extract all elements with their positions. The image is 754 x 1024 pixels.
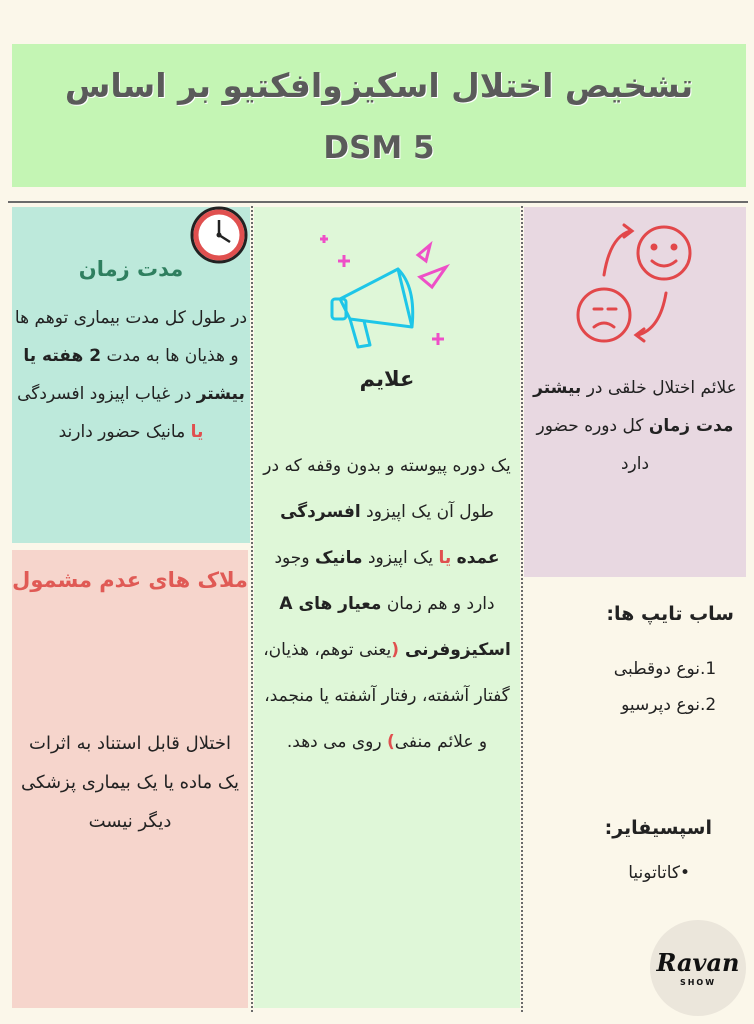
mood-swing-icon (572, 217, 702, 347)
divider (251, 206, 253, 1012)
mood-text: علائم اختلال خلقی در بیشتر مدت زمان کل دوره حضور دارد (533, 378, 737, 474)
megaphone-icon (320, 227, 460, 357)
title-banner (12, 44, 746, 187)
page-subtitle: DSM 5 (323, 130, 435, 166)
divider (521, 206, 523, 1012)
duration-text: در طول کل مدت بیماری توهم ها و هذیان ها به مدت 2 هفته یا بیشتر در غیاب اپیزود افسردگی یا مانیک حضور دارند (14, 308, 248, 442)
brand-logo: Ravan SHOW (650, 920, 746, 1016)
exclusion-text: اختلال قابل استناد به اثرات یک ماده یا یک بیماری پزشکی دیگر نیست (21, 733, 239, 832)
page-title: تشخیص اختلال اسکیزوافکتیو بر اساس (64, 66, 694, 105)
subtypes-list (614, 651, 730, 723)
duration-card (12, 207, 250, 543)
exclusion-title: ملاک های عدم مشمول (12, 568, 248, 592)
list-item: •کاتاتونیا (628, 863, 691, 883)
list-item: 2.نوع دپرسیو (621, 695, 717, 715)
duration-title: مدت زمان (78, 257, 184, 281)
signs-text: یک دوره پیوسته و بدون وقفه که در طول آن یک اپیزود افسردگی عمده یا یک اپیزود مانیک وجود دارد و هم زمان معیار های A اسکیزوفرنی (یعنی توهم، هذیان، گفتار آشفته، رفتار آشفته یا منجمد، و علائم منفی) روی می دهد. (263, 456, 511, 752)
mood-card (524, 207, 746, 577)
exclusion-card (12, 550, 248, 1008)
signs-title: علایم (359, 367, 415, 391)
divider (8, 201, 748, 203)
signs-card (254, 207, 520, 1008)
specifier-title: اسپسیفایر: (604, 817, 712, 839)
subtypes-title: ساب تایپ ها: (606, 603, 734, 625)
list-item: 1.نوع دوقطبی (613, 659, 717, 679)
